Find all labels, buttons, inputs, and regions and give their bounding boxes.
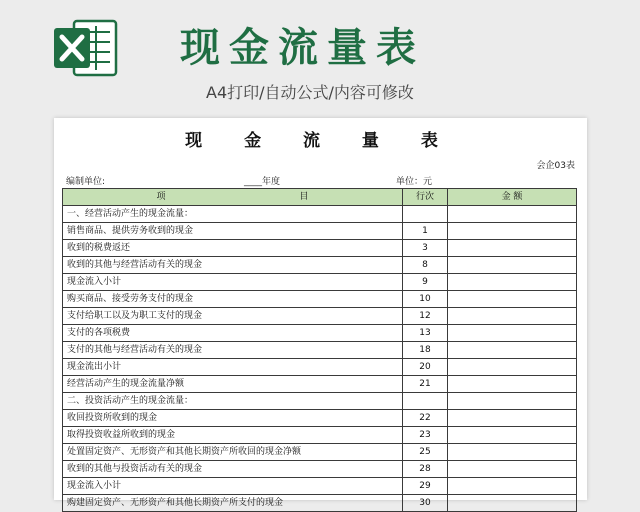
row-amount-cell[interactable] <box>448 359 577 376</box>
row-line-number[interactable]: 25 <box>403 444 448 461</box>
row-amount-cell[interactable] <box>448 376 577 393</box>
row-line-number[interactable]: 8 <box>403 257 448 274</box>
item-column-header <box>63 189 403 206</box>
row-line-number[interactable]: 13 <box>403 325 448 342</box>
table-row <box>63 410 577 427</box>
row-label[interactable]: 收到的其他与经营活动有关的现金 <box>63 257 403 274</box>
table-header-row <box>63 189 577 206</box>
table-row <box>63 376 577 393</box>
hero-banner <box>0 0 640 118</box>
document-title: 现 金 流 量 表 <box>185 131 456 151</box>
row-label[interactable]: 处置固定资产、无形资产和其他长期资产所收回的现金净额 <box>63 444 403 461</box>
row-amount-cell[interactable] <box>448 223 577 240</box>
row-line-number[interactable]: 29 <box>403 478 448 495</box>
row-amount-cell[interactable] <box>448 206 577 223</box>
row-line-number[interactable]: 20 <box>403 359 448 376</box>
row-amount-cell[interactable] <box>448 427 577 444</box>
table-row <box>63 359 577 376</box>
row-line-number[interactable]: 3 <box>403 240 448 257</box>
table-row <box>63 308 577 325</box>
row-line-number[interactable]: 21 <box>403 376 448 393</box>
item-header-part-a: 项 <box>156 191 166 202</box>
row-line-number[interactable]: 1 <box>403 223 448 240</box>
fiscal-year-label: ____年度 <box>244 177 281 187</box>
row-label[interactable]: 购买商品、接受劳务支付的现金 <box>63 291 403 308</box>
row-label[interactable]: 收回投资所收到的现金 <box>63 410 403 427</box>
row-label[interactable]: 收到的税费返还 <box>63 240 403 257</box>
row-amount-cell[interactable] <box>448 495 577 512</box>
table-row <box>63 495 577 512</box>
row-line-number[interactable]: 23 <box>403 427 448 444</box>
row-amount-cell[interactable] <box>448 444 577 461</box>
row-label[interactable]: 一、经营活动产生的现金流量： <box>63 206 403 223</box>
row-amount-cell[interactable] <box>448 461 577 478</box>
row-amount-cell[interactable] <box>448 257 577 274</box>
row-line-number[interactable]: 9 <box>403 274 448 291</box>
table-row <box>63 325 577 342</box>
row-label[interactable]: 支付的其他与经营活动有关的现金 <box>63 342 403 359</box>
page-subtitle: A4打印/自动公式/内容可修改 <box>206 83 414 102</box>
row-amount-cell[interactable] <box>448 325 577 342</box>
row-line-number[interactable]: 10 <box>403 291 448 308</box>
table-row <box>63 461 577 478</box>
form-code: 会企03表 <box>536 161 575 171</box>
table-row <box>63 444 577 461</box>
page-title: 现金流量表 <box>180 25 425 71</box>
amount-column-header: 金 额 <box>448 189 577 206</box>
row-line-number[interactable] <box>403 393 448 410</box>
table-row <box>63 342 577 359</box>
row-amount-cell[interactable] <box>448 478 577 495</box>
reporting-unit-label: 编制单位: <box>66 177 106 187</box>
row-line-number[interactable]: 22 <box>403 410 448 427</box>
table-row <box>63 393 577 410</box>
currency-unit-label: 单位：元 <box>396 177 433 187</box>
table-row <box>63 257 577 274</box>
row-label[interactable]: 取得投资收益所收到的现金 <box>63 427 403 444</box>
row-label[interactable]: 二、投资活动产生的现金流量： <box>63 393 403 410</box>
row-label[interactable]: 现金流出小计 <box>63 359 403 376</box>
table-row <box>63 291 577 308</box>
row-amount-cell[interactable] <box>448 308 577 325</box>
row-amount-cell[interactable] <box>448 240 577 257</box>
row-line-number[interactable]: 28 <box>403 461 448 478</box>
excel-icon <box>52 18 118 78</box>
table-row <box>63 274 577 291</box>
table-row <box>63 240 577 257</box>
row-label[interactable]: 现金流入小计 <box>63 274 403 291</box>
table-row <box>63 478 577 495</box>
row-line-number[interactable]: 12 <box>403 308 448 325</box>
row-amount-cell[interactable] <box>448 342 577 359</box>
line-column-header: 行次 <box>403 189 448 206</box>
table-row <box>63 206 577 223</box>
row-label[interactable]: 收到的其他与投资活动有关的现金 <box>63 461 403 478</box>
table-row <box>63 427 577 444</box>
row-amount-cell[interactable] <box>448 393 577 410</box>
row-label[interactable]: 购建固定资产、无形资产和其他长期资产所支付的现金 <box>63 495 403 512</box>
row-label[interactable]: 支付给职工以及为职工支付的现金 <box>63 308 403 325</box>
item-header-part-b: 目 <box>299 191 309 202</box>
row-label[interactable]: 支付的各项税费 <box>63 325 403 342</box>
row-amount-cell[interactable] <box>448 291 577 308</box>
row-line-number[interactable]: 18 <box>403 342 448 359</box>
row-label[interactable]: 现金流入小计 <box>63 478 403 495</box>
row-amount-cell[interactable] <box>448 274 577 291</box>
row-label[interactable]: 销售商品、提供劳务收到的现金 <box>63 223 403 240</box>
row-line-number[interactable] <box>403 206 448 223</box>
cash-flow-table <box>62 188 577 512</box>
table-row <box>63 223 577 240</box>
row-amount-cell[interactable] <box>448 410 577 427</box>
spreadsheet-page <box>54 118 587 508</box>
row-label[interactable]: 经营活动产生的现金流量净额 <box>63 376 403 393</box>
row-line-number[interactable]: 30 <box>403 495 448 512</box>
